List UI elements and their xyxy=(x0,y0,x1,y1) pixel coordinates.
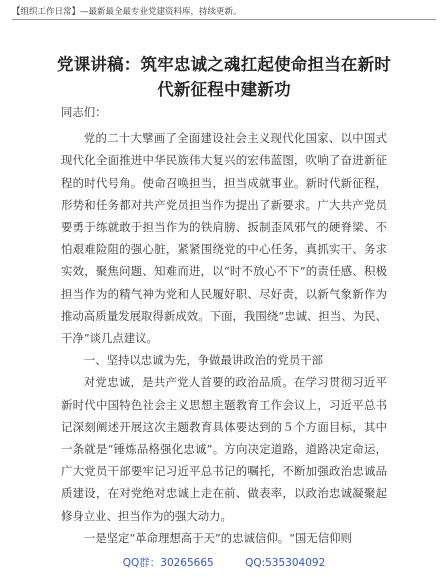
greeting: 同志们： xyxy=(61,105,107,119)
document-body xyxy=(61,101,387,549)
section-heading-1: 一、坚持以忠诚为先，争做最讲政治的党员干部 xyxy=(83,353,324,368)
paragraph-intro: 党的二十大擘画了全面建设社会主义现代化国家、以中国式现代化全面推进中华民族伟大复兴的宏伟蓝图，吹响了奋进新征程的时代号角。使命召唤担当，担当成就事业。新时代新征程，形势和任务都对共产党员担当作为提出了新要求。广大共产党员要勇于练就敢于担当作为的铁肩膀、扳制歪风邪气的硬脊梁、不怕艰难险阻的强心脏，紧紧围绕党的中心任务，真抓实干、务求实效，聚焦问题、知难而进，以“时不放心不下”的责任感、积极担当作为的精气神为党和人民履好职、尽好责，以新气象新作为推动高质量发展取得新成效。下面，我围绕“忠诚、担当、为民、干净”谈几点建议。 xyxy=(61,131,387,346)
paragraph-loyalty: 对党忠诚，是共产党人首要的政治品质。在学习贯彻习近平新时代中国特色社会主义思想主题教育工作会议上，习近平总书记深刻阐述开展这次主题教育具体要达到的５个方面目标，其中一条就是“锤炼品格强化忠诚”。方向决定道路，道路决定命运，广大党员干部要牢记习近平总书记的嘱托，不断加强政治忠诚品质建设，在对党绝对忠诚上走在前、做表率，以政治忠诚凝聚起修身立业、担当作为的强大动力。 xyxy=(61,375,387,523)
page-title xyxy=(20,52,428,102)
title-line-1: 党课讲稿：筑牢忠诚之魂扛起使命担当在新时 xyxy=(57,55,391,74)
footer xyxy=(0,555,448,570)
header-divider xyxy=(12,19,436,20)
footer-qq-group: QQ群：30265665 xyxy=(122,557,214,569)
title-line-2: 代新征程中建新功 xyxy=(157,80,291,99)
header-note: 【组织工作日常】—最新最全最专业党建资料库，持续更新。 xyxy=(12,7,242,17)
footer-qq: QQ:535304092 xyxy=(245,557,326,569)
paragraph-faith: 一是坚定“革命理想高于天”的忠诚信仰。“国无信仰则 xyxy=(83,530,352,545)
